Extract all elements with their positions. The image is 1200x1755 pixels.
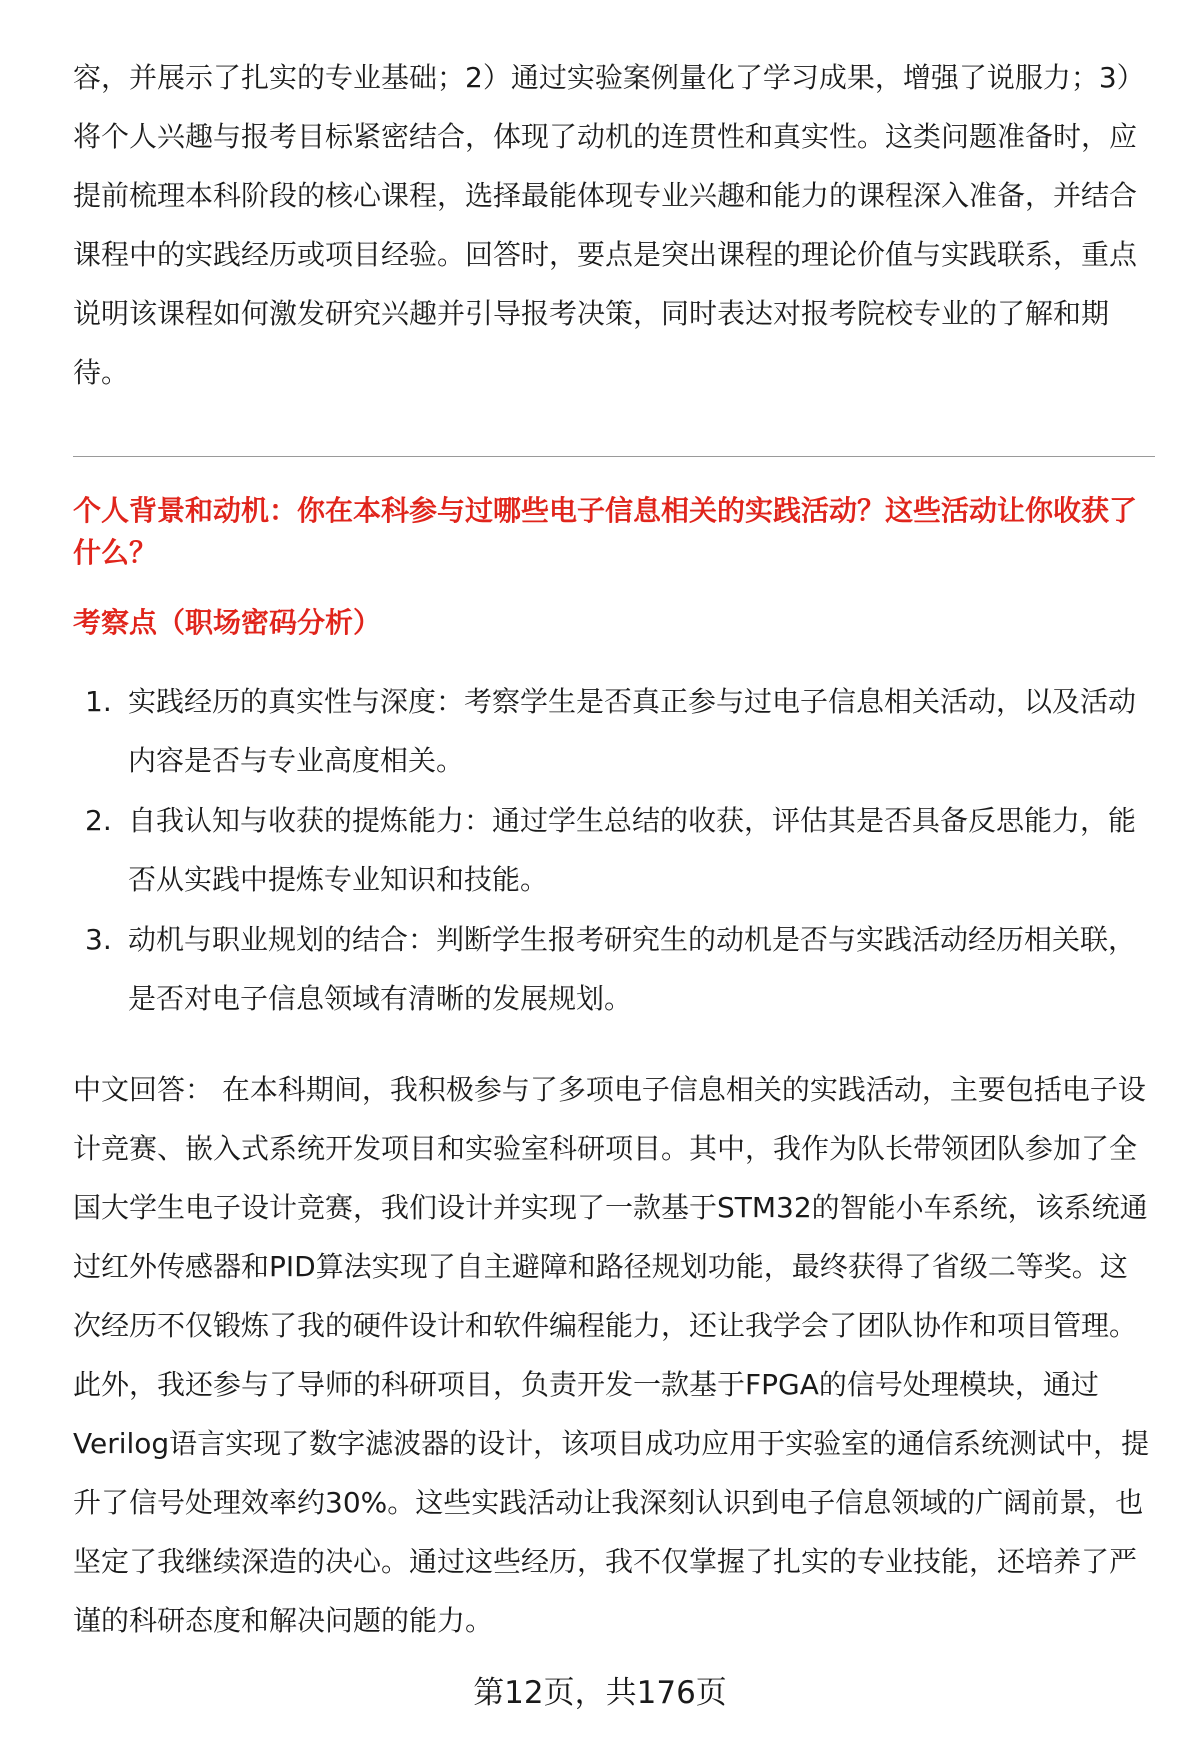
top-paragraph: 容，并展示了扎实的专业基础；2）通过实验案例量化了学习成果，增强了说服力；3）将个人兴趣与报考目标紧密结合，体现了动机的连贯性和真实性。这类问题准备时，应提前梳理本科阶段的核心课程，选择最能体现专业兴趣和能力的课程深入准备，并结合课程中的实践经历或项目经验。回答时，要点是突出课程的理论价值与实践联系，重点说明该课程如何激发研究兴趣并引导报考决策，同时表达对报考院校专业的了解和期待。 [73, 61, 1145, 389]
list-item [73, 791, 1155, 909]
list-item-text: 实践经历的真实性与深度：考察学生是否真正参与过电子信息相关活动，以及活动内容是否与专业高度相关。 [128, 685, 1137, 777]
answer-paragraph: 中文回答： 在本科期间，我积极参与了多项电子信息相关的实践活动，主要包括电子设计竞赛、嵌入式系统开发项目和实验室科研项目。其中，我作为队长带领团队参加了全国大学生电子设计竞赛，我们设计并实现了一款基于STM32的智能小车系统，该系统通过红外传感器和PID算法实现了自主避障和路径规划功能，最终获得了省级二等奖。这次经历不仅锻炼了我的硬件设计和软件编程能力，还让我学会了团队协作和项目管理。此外，我还参与了导师的科研项目，负责开发一款基于FPGA的信号处理模块，通过Verilog语言实现了数字滤波器的设计，该项目成功应用于实验室的通信系统测试中，提升了信号处理效率约30%。这些实践活动让我深刻认识到电子信息领域的广阔前景，也坚定了我继续深造的决心。通过这些经历，我不仅掌握了扎实的专业技能，还培养了严谨的科研态度和解决问题的能力。 [73, 1073, 1150, 1637]
list-item [73, 672, 1155, 790]
assessment-subheading: 考察点（职场密码分析） [73, 606, 382, 639]
list-item [73, 910, 1155, 1028]
list-item-text: 自我认知与收获的提炼能力：通过学生总结的收获，评估其是否具备反思能力，能否从实践中提炼专业知识和技能。 [128, 804, 1137, 896]
list-number: 3. [85, 923, 112, 956]
page-number: 第12页，共176页 [473, 1675, 727, 1711]
list-item-text: 动机与职业规划的结合：判断学生报考研究生的动机是否与实践活动经历相关联，是否对电子信息领域有清晰的发展规划。 [128, 923, 1137, 1015]
section-divider [73, 456, 1155, 457]
question-heading: 个人背景和动机：你在本科参与过哪些电子信息相关的实践活动？这些活动让你收获了什么？ [73, 494, 1138, 569]
assessment-points [73, 672, 1155, 1029]
list-number: 2. [85, 804, 112, 837]
list-number: 1. [85, 685, 112, 718]
